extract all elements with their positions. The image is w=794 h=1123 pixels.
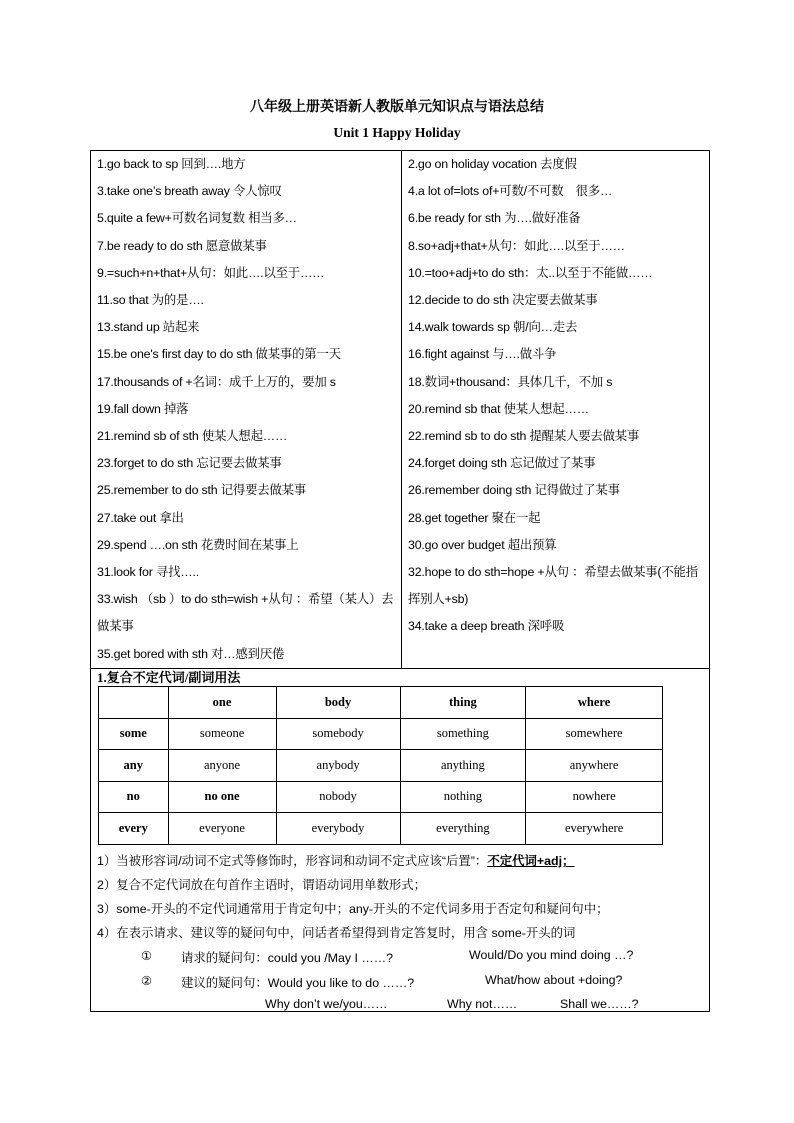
vocab-item: 5.quite a few+可数名词复数 相当多… <box>97 211 297 226</box>
rule-line: 4）在表示请求、建议等的疑问句中，问话者希望得到肯定答复时，用含 some-开头的词 <box>97 926 576 940</box>
table-cell: nowhere <box>526 781 663 813</box>
table-cell: someone <box>168 718 276 750</box>
vocab-item: 28.get together 聚在一起 <box>408 510 541 525</box>
table-cell: everyone <box>168 813 276 845</box>
vocab-item: 20.remind sb that 使某人想起…… <box>408 401 589 416</box>
vocab-item: 11.so that 为的是…. <box>97 293 204 308</box>
table-cell: no <box>99 781 169 813</box>
vocab-item: 15.be one's first day to do sth 做某事的第一天 <box>97 347 341 362</box>
vocab-left-column <box>97 151 397 668</box>
example-text: Why don’t we/you…… <box>265 997 388 1011</box>
vocab-item: 35.get bored with sth 对…感到厌倦 <box>97 646 285 661</box>
pronoun-table <box>98 686 663 845</box>
table-cell: no one <box>168 781 276 813</box>
rule-text: 1）当被形容词/动词不定式等修饰时，形容词和动词不定式应该“后置”： <box>97 854 488 868</box>
vocab-item: 23.forget to do sth 忘记要去做某事 <box>97 456 282 471</box>
rule-emphasis: 不定代词+adj； <box>487 854 575 868</box>
table-cell: anything <box>400 750 526 782</box>
table-header-row <box>99 687 663 719</box>
table-cell: body <box>276 687 400 719</box>
table-cell: somewhere <box>526 718 663 750</box>
content-frame <box>90 150 710 1012</box>
vocab-item: 25.remember to do sth 记得要去做某事 <box>97 483 307 498</box>
table-row <box>99 750 663 782</box>
grammar-heading: 1.复合不定代词/副词用法 <box>97 670 241 685</box>
vocab-item: 1.go back to sp 回到….地方 <box>97 157 246 171</box>
grammar-section <box>97 669 703 686</box>
vocab-item: 13.stand up 站起来 <box>97 320 200 335</box>
vocab-item: 31.look for 寻找….. <box>97 565 199 580</box>
table-row <box>99 718 663 750</box>
vocab-item: 12.decide to do sth 决定要去做某事 <box>408 293 598 308</box>
table-cell: somebody <box>276 718 400 750</box>
vocab-item: 30.go over budget 超出预算 <box>408 537 557 552</box>
vocab-item: 16.fight against 与….做斗争 <box>408 347 557 362</box>
vocab-item: 27.take out 拿出 <box>97 510 184 525</box>
vocab-item: 29.spend ….on sth 花费时间在某事上 <box>97 537 299 552</box>
vocab-item: 21.remind sb of sth 使某人想起…… <box>97 429 288 444</box>
table-cell: everybody <box>276 813 400 845</box>
vocab-item: 17.thousands of +名词：成千上万的，要加 s <box>97 374 336 389</box>
table-cell: one <box>168 687 276 719</box>
table-cell: anywhere <box>526 750 663 782</box>
vocab-item: 10.=too+adj+to do sth：太..以至于不能做…… <box>408 265 653 280</box>
example-text: 请求的疑问句：could you /May I ……? <box>181 951 394 965</box>
table-cell <box>99 687 169 719</box>
vocab-item: 4.a lot of=lots of+可数/不可数 很多… <box>408 184 613 199</box>
vocab-item: 19.fall down 掉落 <box>97 401 189 416</box>
vocab-item: 9.=such+n+that+从句：如此….以至于…… <box>97 265 325 280</box>
vocab-item: 8.so+adj+that+从句：如此….以至于…… <box>408 238 625 253</box>
vocab-item: 14.walk towards sp 朝/向…走去 <box>408 320 578 335</box>
vocab-item: 22.remind sb to do sth 提醒某人要去做某事 <box>408 429 640 444</box>
example-text: Why not…… <box>447 997 518 1011</box>
vocab-item: 2.go on holiday vocation 去度假 <box>408 157 577 171</box>
table-cell: where <box>526 687 663 719</box>
column-divider <box>401 151 402 668</box>
table-cell: everything <box>400 813 526 845</box>
vocab-section <box>91 151 709 669</box>
rule-line: 2）复合不定代词放在句首作主语时，谓语动词用单数形式； <box>97 878 427 892</box>
vocab-item: 7.be ready to do sth 愿意做某事 <box>97 238 267 253</box>
page-title: 八年级上册英语新人教版单元知识点与语法总结 <box>250 100 544 115</box>
example-text: Would/Do you mind doing …? <box>469 948 634 962</box>
table-cell: everywhere <box>526 813 663 845</box>
vocab-item: 3.take one’s breath away 令人惊叹 <box>97 184 282 199</box>
vocab-item: 34.take a deep breath 深呼吸 <box>408 619 565 634</box>
vocab-right-column <box>408 151 706 641</box>
rule-line <box>97 849 707 873</box>
vocab-item: 18.数词+thousand：具体几千，不加 s <box>408 374 613 389</box>
table-cell: nobody <box>276 781 400 813</box>
vocab-item: 26.remember doing sth 记得做过了某事 <box>408 483 620 498</box>
grammar-rules <box>97 849 707 945</box>
table-cell: anyone <box>168 750 276 782</box>
example-marker: ② <box>141 974 153 988</box>
table-row <box>99 813 663 845</box>
vocab-item: 32.hope to do sth=hope +从句 ：希望去做某事(不能指挥别人+sb) <box>408 565 698 607</box>
vocab-item: 6.be ready for sth 为….做好准备 <box>408 211 581 226</box>
table-cell: every <box>99 813 169 845</box>
example-text: What/how about +doing? <box>485 973 623 987</box>
example-marker: ① <box>141 949 153 963</box>
table-cell: something <box>400 718 526 750</box>
table-cell: nothing <box>400 781 526 813</box>
table-cell: thing <box>400 687 526 719</box>
vocab-item: 24.forget doing sth 忘记做过了某事 <box>408 456 596 471</box>
table-cell: anybody <box>276 750 400 782</box>
example-text: 建议的疑问句：Would you like to do ……? <box>181 976 415 990</box>
table-cell: some <box>99 718 169 750</box>
example-text: Shall we……? <box>560 997 639 1011</box>
unit-title: Unit 1 Happy Holiday <box>333 125 461 140</box>
table-row <box>99 781 663 813</box>
vocab-item: 33.wish （sb ）to do sth=wish +从句 ：希望（某人）去做某事 <box>97 592 394 634</box>
rule-line: 3）some-开头的不定代词通常用于肯定句中；any-开头的不定代词多用于否定句和疑问句中； <box>97 902 609 916</box>
table-cell: any <box>99 750 169 782</box>
